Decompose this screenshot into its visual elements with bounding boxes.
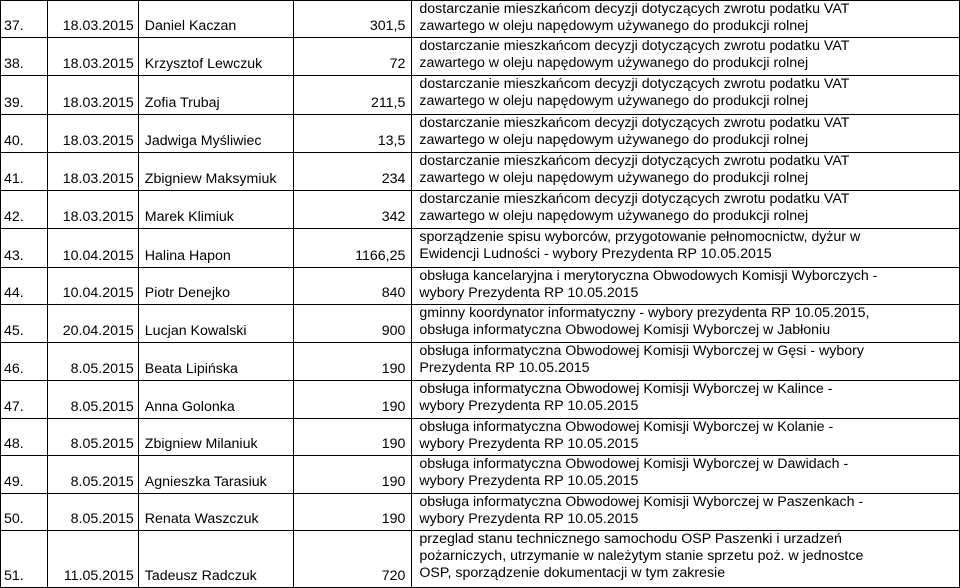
row-number: 48.	[1, 419, 48, 456]
row-name: Zbigniew Milaniuk	[138, 419, 293, 456]
records-table-body	[1, 1, 960, 588]
row-name: Halina Hapon	[138, 229, 293, 268]
row-description	[412, 191, 960, 229]
row-date: 20.04.2015	[47, 305, 138, 343]
row-description-line: zawartego w oleju napędowym używanego do produkcji rolnej	[419, 93, 809, 109]
row-date: 18.03.2015	[47, 153, 138, 191]
row-description-line: Prezydenta RP 10.05.2015	[419, 360, 590, 376]
row-description	[412, 419, 960, 456]
row-description-line: wybory Prezydenta RP 10.05.2015	[419, 473, 639, 489]
table-row	[1, 305, 960, 343]
row-date: 8.05.2015	[47, 343, 138, 381]
row-description	[412, 381, 960, 419]
row-date: 8.05.2015	[47, 419, 138, 456]
row-name: Zofia Trubaj	[138, 76, 293, 115]
row-description	[412, 531, 960, 588]
row-description-line: zawartego w oleju napędowym używanego do produkcji rolnej	[419, 132, 809, 148]
row-name: Lucjan Kowalski	[138, 305, 293, 343]
row-number: 51.	[1, 531, 48, 588]
row-name: Zbigniew Maksymiuk	[138, 153, 293, 191]
row-description	[412, 1, 960, 38]
row-description-line: obsługa informatyczna Obwodowej Komisji Wyborczej w Jabłoniu	[419, 322, 831, 338]
row-description	[412, 38, 960, 76]
table-row	[1, 191, 960, 229]
row-number: 46.	[1, 343, 48, 381]
row-description-line: wybory Prezydenta RP 10.05.2015	[419, 285, 639, 301]
row-description-line: Ewidencji Ludności - wybory Prezydenta RP 10.05.2015	[419, 246, 772, 262]
row-amount: 211,5	[293, 76, 412, 115]
row-description	[412, 494, 960, 531]
row-name: Anna Golonka	[138, 381, 293, 419]
row-description-line: dostarczanie mieszkańcom decyzji dotyczących zwrotu podatku VAT	[419, 153, 850, 169]
table-row	[1, 494, 960, 531]
row-description-line: wybory Prezydenta RP 10.05.2015	[419, 436, 639, 452]
row-description-line: zawartego w oleju napędowym używanego do produkcji rolnej	[419, 208, 809, 224]
row-description-line: wybory Prezydenta RP 10.05.2015	[419, 511, 639, 527]
table-row	[1, 381, 960, 419]
row-description-line: zawartego w oleju napędowym używanego do produkcji rolnej	[419, 18, 809, 34]
row-description-line: pożarniczych, utrzymanie w należytym stanie sprzetu poż. w jednostce	[419, 548, 864, 564]
row-number: 40.	[1, 115, 48, 153]
row-name: Krzysztof Lewczuk	[138, 38, 293, 76]
row-number: 37.	[1, 1, 48, 38]
row-amount: 13,5	[293, 115, 412, 153]
row-amount: 72	[293, 38, 412, 76]
row-amount: 190	[293, 494, 412, 531]
row-description-line: przeglad stanu technicznego samochodu OSP Paszenki i urzadzeń	[419, 531, 842, 547]
row-description	[412, 456, 960, 494]
row-number: 44.	[1, 268, 48, 305]
row-amount: 840	[293, 268, 412, 305]
table-row	[1, 531, 960, 588]
row-number: 50.	[1, 494, 48, 531]
row-date: 10.04.2015	[47, 268, 138, 305]
row-amount: 190	[293, 456, 412, 494]
row-name: Jadwiga Myśliwiec	[138, 115, 293, 153]
table-row	[1, 153, 960, 191]
row-description-line: sporządzenie spisu wyborców, przygotowanie pełnomocnictw, dyżur w	[419, 229, 861, 245]
row-description-line: obsługa informatyczna Obwodowej Komisji Wyborczej w Dawidach -	[419, 456, 849, 472]
row-amount: 234	[293, 153, 412, 191]
row-date: 8.05.2015	[47, 456, 138, 494]
row-description-line: zawartego w oleju napędowym używanego do produkcji rolnej	[419, 55, 809, 71]
row-name: Tadeusz Radczuk	[138, 531, 293, 588]
row-date: 18.03.2015	[47, 76, 138, 115]
row-number: 42.	[1, 191, 48, 229]
row-description	[412, 268, 960, 305]
row-name: Agnieszka Tarasiuk	[138, 456, 293, 494]
row-number: 47.	[1, 381, 48, 419]
row-date: 11.05.2015	[47, 531, 138, 588]
row-amount: 190	[293, 381, 412, 419]
row-date: 10.04.2015	[47, 229, 138, 268]
row-name: Piotr Denejko	[138, 268, 293, 305]
row-description-line: obsługa informatyczna Obwodowej Komisji Wyborczej w Paszenkach -	[419, 494, 864, 510]
table-row	[1, 229, 960, 268]
row-description	[412, 115, 960, 153]
table-row	[1, 456, 960, 494]
row-amount: 301,5	[293, 1, 412, 38]
table-row	[1, 268, 960, 305]
row-description-line: gminny koordynator informatyczny - wybory prezydenta RP 10.05.2015,	[419, 305, 870, 321]
row-description-line: dostarczanie mieszkańcom decyzji dotyczących zwrotu podatku VAT	[419, 1, 850, 17]
row-amount: 1166,25	[293, 229, 412, 268]
row-name: Renata Waszczuk	[138, 494, 293, 531]
table-row	[1, 76, 960, 115]
row-amount: 720	[293, 531, 412, 588]
row-description	[412, 305, 960, 343]
row-description-line: dostarczanie mieszkańcom decyzji dotyczących zwrotu podatku VAT	[419, 76, 850, 92]
row-amount: 190	[293, 419, 412, 456]
row-description	[412, 343, 960, 381]
table-row	[1, 38, 960, 76]
row-description-line: dostarczanie mieszkańcom decyzji dotyczących zwrotu podatku VAT	[419, 191, 850, 207]
table-row	[1, 1, 960, 38]
row-description-line: obsługa informatyczna Obwodowej Komisji Wyborczej w Gęsi - wybory	[419, 343, 864, 359]
row-description-line: obsługa informatyczna Obwodowej Komisji Wyborczej w Kalince -	[419, 381, 833, 397]
row-description-line: obsługa informatyczna Obwodowej Komisji Wyborczej w Kolanie -	[419, 419, 834, 435]
row-amount: 900	[293, 305, 412, 343]
row-date: 8.05.2015	[47, 381, 138, 419]
row-name: Beata Lipińska	[138, 343, 293, 381]
row-name: Daniel Kaczan	[138, 1, 293, 38]
row-number: 38.	[1, 38, 48, 76]
table-row	[1, 419, 960, 456]
row-description-line: dostarczanie mieszkańcom decyzji dotyczących zwrotu podatku VAT	[419, 38, 850, 54]
row-description-line: obsługa kancelaryjna i merytoryczna Obwodowych Komisji Wyborczych -	[419, 268, 878, 284]
row-number: 43.	[1, 229, 48, 268]
row-description	[412, 76, 960, 115]
row-date: 18.03.2015	[47, 191, 138, 229]
row-date: 18.03.2015	[47, 1, 138, 38]
row-description-line: zawartego w oleju napędowym używanego do produkcji rolnej	[419, 170, 809, 186]
row-number: 49.	[1, 456, 48, 494]
row-description	[412, 229, 960, 268]
row-description-line: dostarczanie mieszkańcom decyzji dotyczących zwrotu podatku VAT	[419, 115, 850, 131]
row-description	[412, 153, 960, 191]
table-row	[1, 343, 960, 381]
row-name: Marek Klimiuk	[138, 191, 293, 229]
row-description-line: OSP, sporządzenie dokumentacji w tym zakresie	[419, 565, 726, 581]
row-amount: 190	[293, 343, 412, 381]
row-date: 18.03.2015	[47, 38, 138, 76]
row-number: 45.	[1, 305, 48, 343]
row-date: 18.03.2015	[47, 115, 138, 153]
row-number: 41.	[1, 153, 48, 191]
row-number: 39.	[1, 76, 48, 115]
row-date: 8.05.2015	[47, 494, 138, 531]
table-row	[1, 115, 960, 153]
row-description-line: wybory Prezydenta RP 10.05.2015	[419, 398, 639, 414]
row-amount: 342	[293, 191, 412, 229]
